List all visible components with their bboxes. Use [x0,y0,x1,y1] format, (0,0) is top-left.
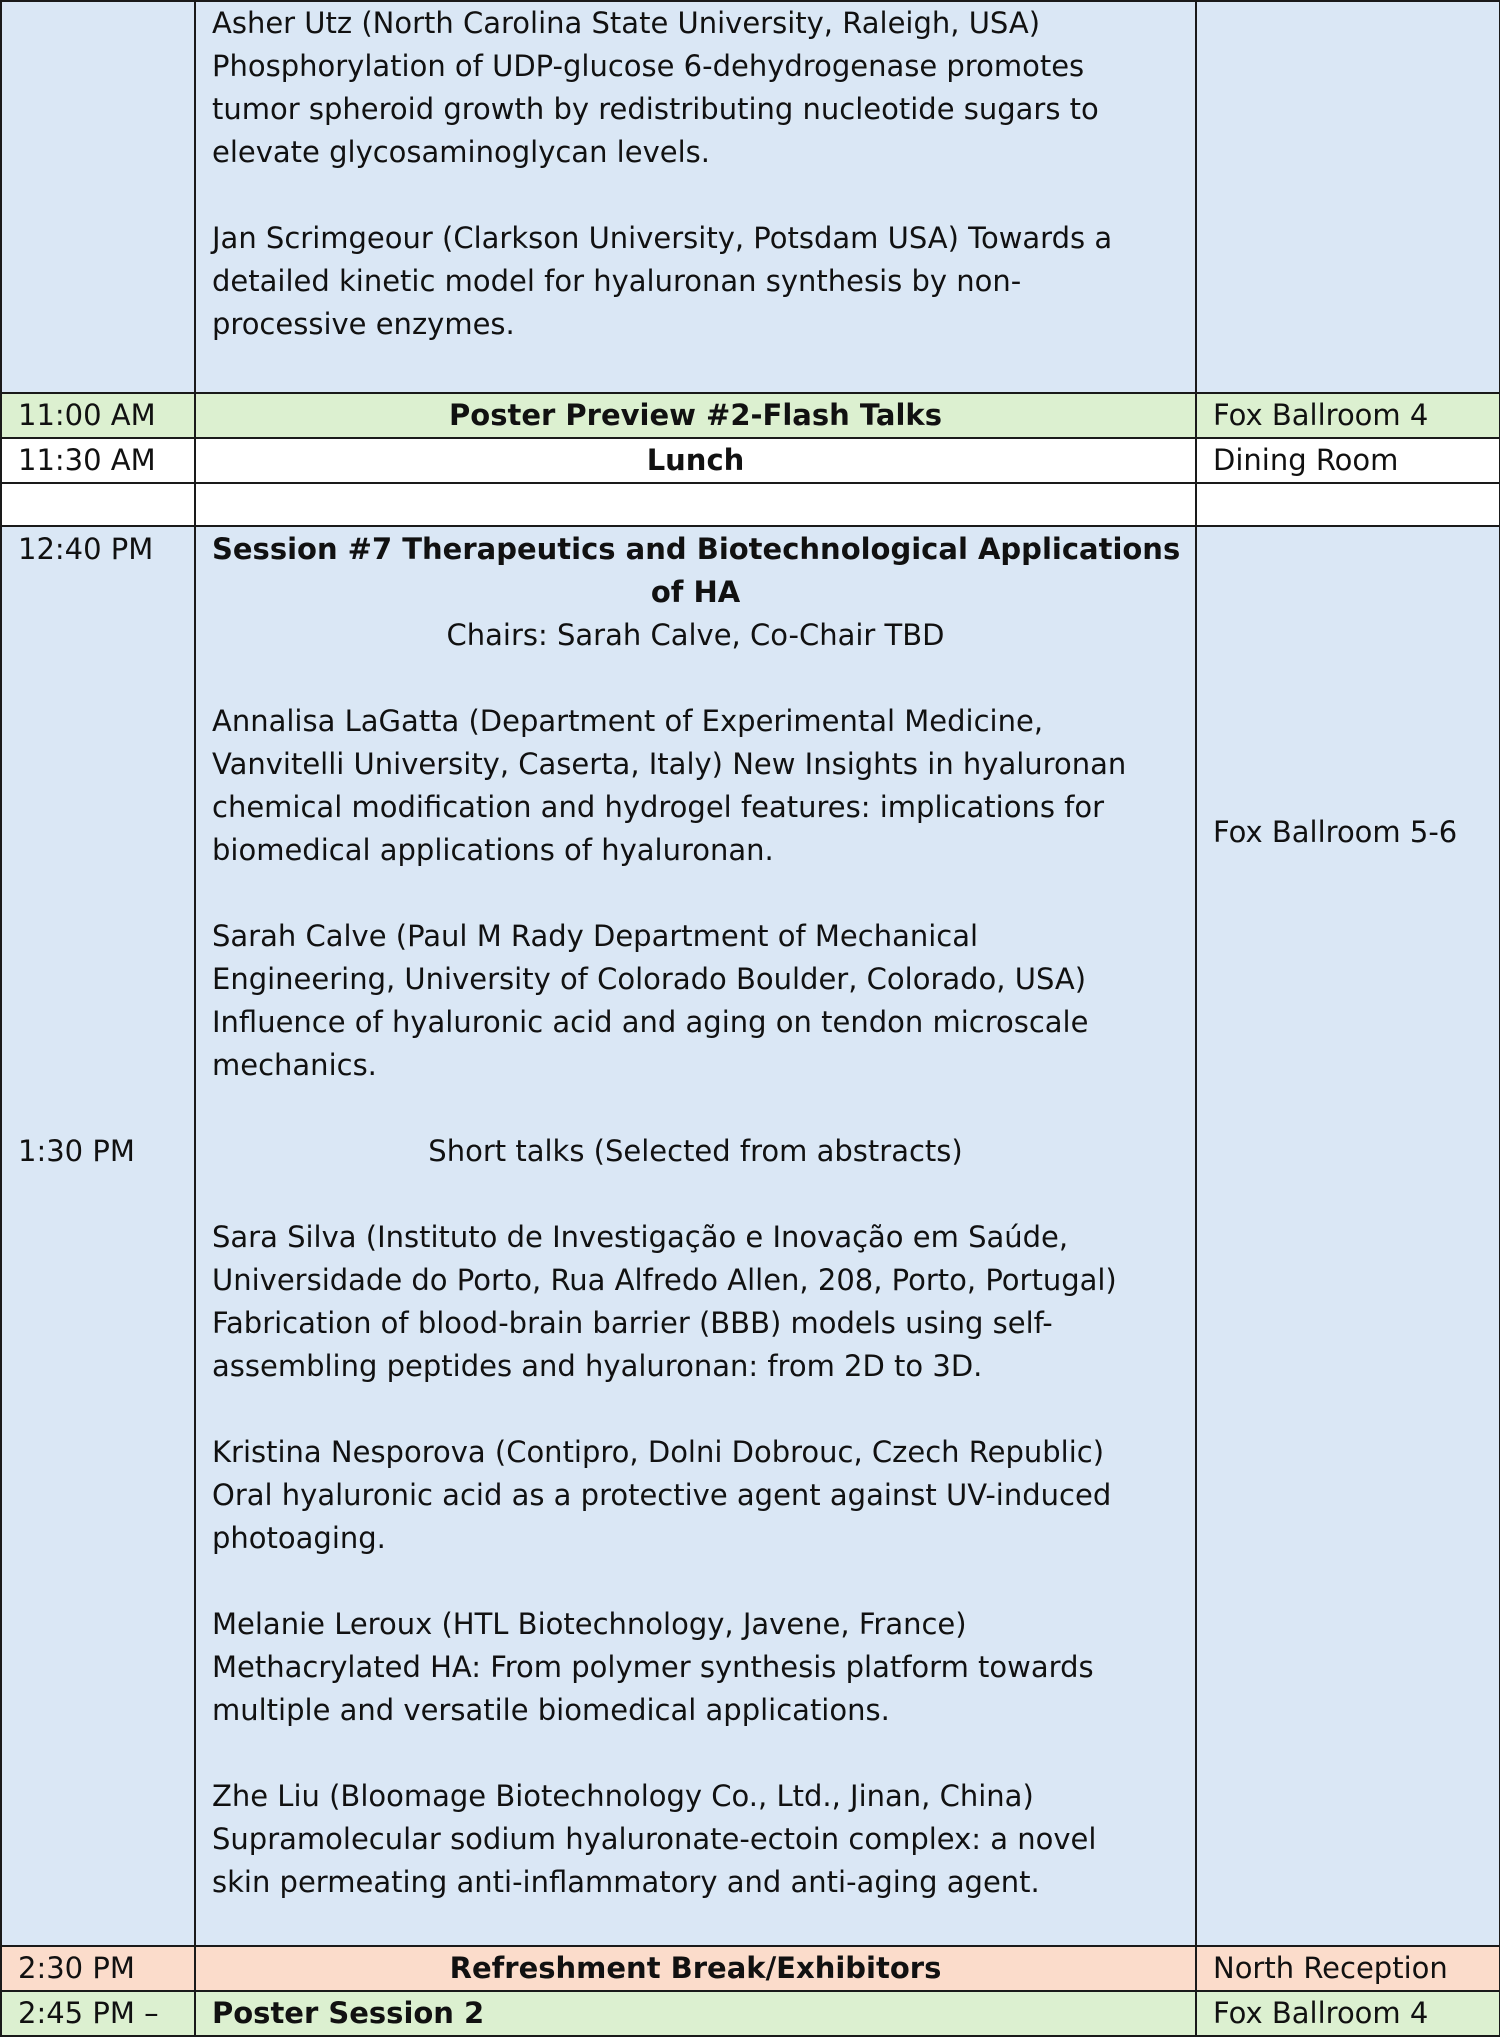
event-title: Refreshment Break/Exhibitors [195,1946,1196,1991]
time-cell: 2:30 PM [1,1946,195,1991]
session-start-time: 12:40 PM [18,532,154,566]
talk-line: Vanvitelli University, Caserta, Italy) New Insights in hyaluronan [212,747,1127,781]
lunch-row [1,438,1500,483]
talk-line: Asher Utz (North Carolina State University, Raleigh, USA) [212,6,1041,40]
talk-calve [212,915,1179,1087]
session-chairs: Chairs: Sarah Calve, Co-Chair TBD [446,618,945,652]
short-talks-heading: Short talks (Selected from abstracts) [428,1134,963,1168]
time-cell: 11:00 AM [1,393,195,438]
talk-line: Methacrylated HA: From polymer synthesis platform towards [212,1650,1094,1684]
talks-cell [195,1,1196,393]
talk-line: Sarah Calve (Paul M Rady Department of Mechanical [212,919,979,953]
empty-cell [1196,483,1500,526]
talk-line: Supramolecular sodium hyaluronate-ectoin complex: a novel [212,1822,1097,1856]
talk-line: detailed kinetic model for hyaluronan synthesis by non- [212,264,1022,298]
session-title-line: of HA [650,575,741,609]
session-7-room-cell [1196,526,1500,1946]
talk-line: biomedical applications of hyaluronan. [212,833,774,867]
event-title: Poster Preview #2-Flash Talks [195,393,1196,438]
room-cell-empty [1196,1,1500,393]
talk-line: chemical modification and hydrogel features: implications for [212,790,1105,824]
talk-line: Engineering, University of Colorado Boulder, Colorado, USA) [212,962,1087,996]
session-7-content [195,526,1196,1946]
talk-leroux [212,1603,1179,1732]
talk-line: Jan Scrimgeour (Clarkson University, Potsdam USA) Towards a [212,221,1113,255]
talk-line: Annalisa LaGatta (Department of Experimental Medicine, [212,704,1044,738]
room-cell: North Reception [1196,1946,1500,1991]
talk-line: elevate glycosaminoglycan levels. [212,135,710,169]
talk-line: Influence of hyaluronic acid and aging on tendon microscale [212,1005,1089,1039]
room-cell: Fox Ballroom 4 [1196,393,1500,438]
talk-utz [212,2,1179,174]
poster-session-row [1,1991,1500,2036]
session-title-line: Session #7 Therapeutics and Biotechnological Applications [212,532,1181,566]
spacer-row [1,483,1500,526]
empty-cell [1,483,195,526]
talk-line: Universidade do Porto, Rua Alfredo Allen, 208, Porto, Portugal) [212,1263,1117,1297]
session-continuation-row [1,1,1500,393]
break-row [1,1946,1500,1991]
event-title: Lunch [195,438,1196,483]
talk-line: multiple and versatile biomedical applications. [212,1693,890,1727]
time-cell-empty [1,1,195,393]
talk-line: Oral hyaluronic acid as a protective agent against UV-induced [212,1478,1112,1512]
session-7-time-cell [1,526,195,1946]
talk-line: Sara Silva (Instituto de Investigação e Inovação em Saúde, [212,1220,1069,1254]
talk-scrimgeour [212,217,1179,346]
talk-line: Kristina Nesporova (Contipro, Dolni Dobrouc, Czech Republic) [212,1435,1105,1469]
talk-line: mechanics. [212,1048,377,1082]
talk-line: skin permeating anti-inflammatory and anti-aging agent. [212,1865,1040,1899]
room-name: Fox Ballroom 5-6 [1213,815,1458,849]
talk-line: assembling peptides and hyaluronan: from 2D to 3D. [212,1349,983,1383]
time-cell: 11:30 AM [1,438,195,483]
talk-line: photoaging. [212,1521,386,1555]
talk-silva [212,1216,1179,1388]
event-title: Poster Session 2 [195,1991,1196,2036]
talk-line: Zhe Liu (Bloomage Biotechnology Co., Ltd., Jinan, China) [212,1779,1034,1813]
talk-liu [212,1775,1179,1904]
talk-lagatta [212,700,1179,872]
short-talks-time: 1:30 PM [18,1134,135,1168]
room-cell: Dining Room [1196,438,1500,483]
talk-line: processive enzymes. [212,307,515,341]
poster-preview-row [1,393,1500,438]
time-cell: 2:45 PM – [1,1991,195,2036]
room-cell: Fox Ballroom 4 [1196,1991,1500,2036]
talk-nesporova [212,1431,1179,1560]
talk-line: Fabrication of blood-brain barrier (BBB) models using self- [212,1306,1053,1340]
empty-cell [195,483,1196,526]
talk-line: Phosphorylation of UDP-glucose 6-dehydrogenase promotes [212,49,1085,83]
talk-line: Melanie Leroux (HTL Biotechnology, Javene, France) [212,1607,967,1641]
session-7-row [1,526,1500,1946]
talk-line: tumor spheroid growth by redistributing nucleotide sugars to [212,92,1099,126]
